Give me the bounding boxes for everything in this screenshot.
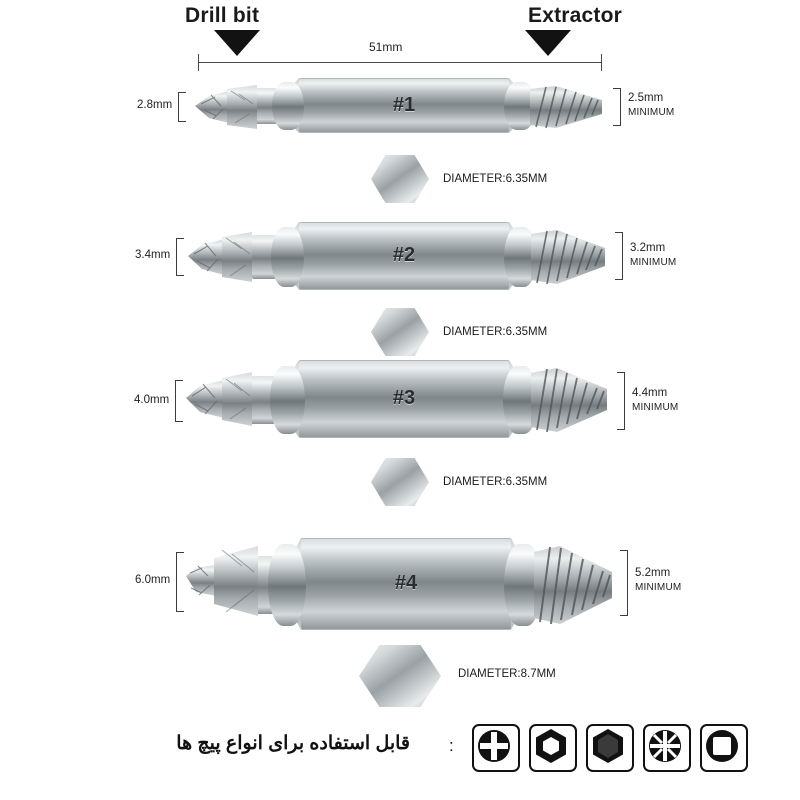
- footer-caption: قابل استفاده برای انواع پیچ ها: [176, 733, 410, 754]
- triangle-down-icon: [214, 30, 260, 56]
- square-screw-icon: [700, 724, 748, 772]
- dim-bracket-right-4: [620, 550, 628, 616]
- hexagon-icon: [371, 155, 429, 203]
- dim-left-2: 3.4mm: [135, 249, 171, 261]
- dim-right-note-4: MINIMUM: [635, 582, 682, 593]
- hexagon-icon: [371, 308, 429, 356]
- drill-bit-header: Drill bit: [185, 4, 260, 27]
- pozidriv-screw-icon: [643, 724, 691, 772]
- footer-colon: :: [449, 736, 454, 755]
- dim-right-note-3: MINIMUM: [632, 402, 679, 413]
- extractor-header: Extractor: [528, 4, 623, 27]
- collar-left-2: [271, 227, 304, 287]
- dim-left-1: 2.8mm: [137, 99, 173, 111]
- dim-bracket-left-3: [175, 380, 183, 422]
- cross-section-label-1: DIAMETER:6.35MM: [443, 173, 548, 185]
- hex-socket-screw-icon: [529, 724, 577, 772]
- dim-right-note-1: MINIMUM: [628, 107, 675, 118]
- bit-label-3: #3: [392, 387, 416, 409]
- dim-bracket-left-1: [178, 92, 186, 122]
- dim-right-note-2: MINIMUM: [630, 257, 677, 268]
- dim-bracket-left-2: [176, 238, 184, 276]
- dim-left-4: 6.0mm: [135, 574, 171, 586]
- length-tick-right: [601, 54, 602, 71]
- cross-section-label-4: DIAMETER:8.7MM: [458, 668, 556, 680]
- dim-left-3: 4.0mm: [134, 394, 170, 406]
- cross-section-label-3: DIAMETER:6.35MM: [443, 476, 548, 488]
- hexagon-icon: [359, 645, 441, 707]
- hex-shank-2: [298, 222, 510, 290]
- hex-shank-1: [298, 78, 510, 133]
- triangle-down-icon: [525, 30, 571, 56]
- collar-right-1: [504, 82, 536, 130]
- collar-left-3: [270, 366, 305, 434]
- screw-type-icons: [472, 724, 748, 772]
- extractor-flute-4: [534, 542, 626, 628]
- collar-right-2: [504, 227, 537, 287]
- hexagon-icon: [371, 458, 429, 506]
- hex-head-screw-icon: [586, 724, 634, 772]
- bit-label-4: #4: [394, 572, 418, 594]
- dim-right-4: 5.2mm: [635, 567, 671, 579]
- phillips-screw-icon: [472, 724, 520, 772]
- extractor-flute-1: [530, 82, 616, 132]
- length-dimension-label: 51mm: [364, 40, 407, 54]
- cross-section-label-2: DIAMETER:6.35MM: [443, 326, 548, 338]
- dim-right-2: 3.2mm: [630, 242, 666, 254]
- collar-right-4: [504, 544, 542, 626]
- length-tick-left: [198, 54, 199, 71]
- hex-shank-4: [300, 538, 512, 630]
- extractor-flute-3: [531, 364, 621, 436]
- collar-left-1: [272, 82, 304, 130]
- dim-bracket-right-3: [617, 372, 625, 430]
- dim-bracket-left-4: [176, 552, 184, 612]
- dim-right-3: 4.4mm: [632, 387, 668, 399]
- dim-bracket-right-1: [613, 88, 621, 126]
- extractor-flute-2: [531, 226, 619, 288]
- hex-shank-3: [298, 360, 510, 438]
- dim-right-1: 2.5mm: [628, 92, 664, 104]
- collar-right-3: [503, 366, 538, 434]
- dim-bracket-right-2: [615, 232, 623, 280]
- length-dimension-line: [198, 62, 602, 63]
- collar-left-4: [268, 544, 306, 626]
- bit-label-1: #1: [392, 94, 416, 116]
- bit-label-2: #2: [392, 244, 416, 266]
